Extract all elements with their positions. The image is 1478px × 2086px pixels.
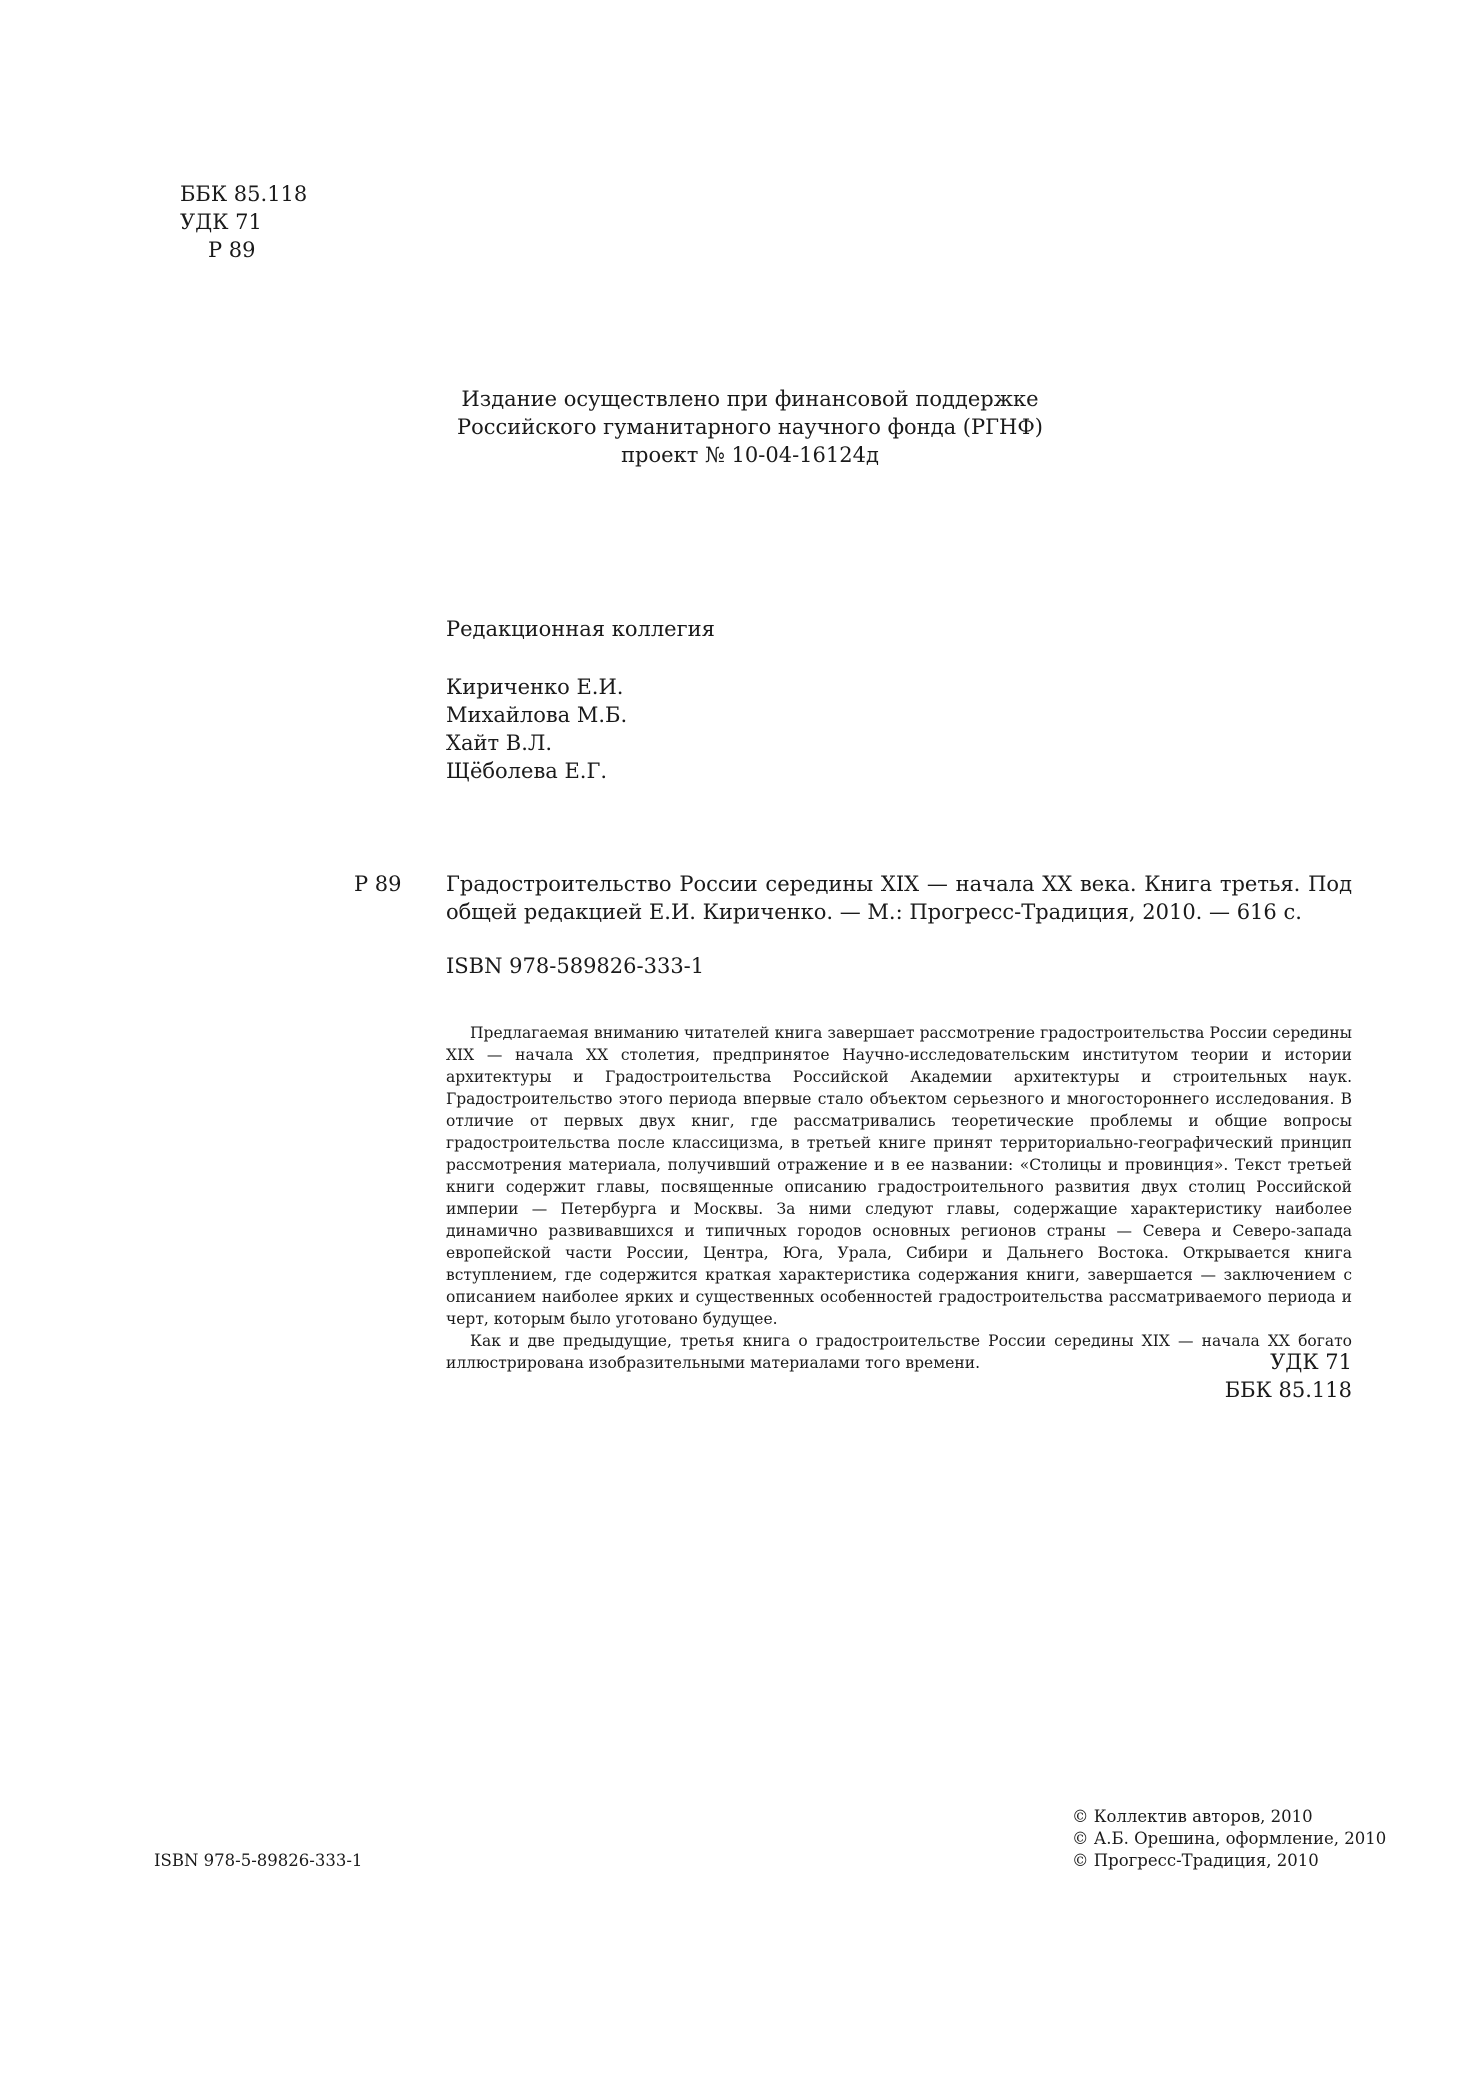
funding-line-2: Российского гуманитарного научного фонда (РГНФ): [457, 415, 1043, 439]
board-member: Кириченко Е.И.: [446, 675, 624, 699]
copyright-line-2: © А.Б. Орешина, оформление, 2010: [1072, 1829, 1387, 1848]
bibliographic-description: Градостроительство России середины XIX — начала XX века. Книга третья. Под общей редакцией Е.И. Кириченко. — М.: Прогресс-Традиция, 2010. — 616 с.: [446, 872, 1352, 924]
board-member: Михайлова М.Б.: [446, 703, 628, 727]
editorial-board: [446, 615, 715, 785]
board-member: Щёболева Е.Г.: [446, 759, 608, 783]
funding-line-1: Издание осуществлено при финансовой поддержке: [461, 387, 1039, 411]
annotation-paragraph-1: Предлагаемая вниманию читателей книга завершает рассмотрение градостроительства России середины XIX — начала XX столетия, предпринятое Научно-исследовательским институтом теории и истории архитектуры и Градостроительства Российской Академии архитектуры и строительных наук. Градостроительство этого периода впервые стало объектом серьезного и многостороннего исследования. В отличие от первых двух книг, где рассматривались теоретические проблемы и общие вопросы градостроительства после классицизма, в третьей книге принят территориально-географический принцип рассмотрения материала, получивший отражение и в ее названии: «Столицы и провинция». Текст третьей книги содержит главы, посвященные описанию градостроительного развития двух столиц Российской империи — Петербурга и Москвы. За ними следуют главы, содержащие характеристику наиболее динамично развивавшихся и типичных городов основных регионов страны — Севера и Северо-запада европейской части России, Центра, Юга, Урала, Сибири и Дальнего Востока. Открывается книга вступлением, где содержится краткая характеристика содержания книги, завершается — заключением с описанием наиболее ярких и существенных особенностей градостроительства рассматриваемого периода и черт, которым было уготовано будущее.: [446, 1024, 1352, 1328]
bibliographic-isbn: ISBN 978-589826-333-1: [446, 954, 705, 978]
classification-top-block: [180, 180, 307, 264]
copyright-block: [1072, 1806, 1386, 1872]
author-mark: Р 89: [208, 238, 256, 262]
classification-bottom-block: [1100, 1348, 1352, 1404]
annotation: [446, 1022, 1352, 1374]
funding-notice: [400, 385, 1100, 469]
bbk-code-bottom: ББК 85.118: [1224, 1378, 1352, 1402]
bibliographic-record: [354, 870, 1352, 980]
board-member: Хайт В.Л.: [446, 731, 553, 755]
copyright-line-1: © Коллектив авторов, 2010: [1072, 1807, 1313, 1826]
funding-line-3: проект № 10-04-16124д: [621, 443, 879, 467]
editorial-board-heading: Редакционная коллегия: [446, 617, 715, 641]
copyright-line-3: © Прогресс-Традиция, 2010: [1072, 1851, 1319, 1870]
isbn-footer: ISBN 978-5-89826-333-1: [154, 1851, 363, 1870]
udk-code: УДК 71: [180, 210, 262, 234]
bibliographic-code: Р 89: [354, 872, 402, 896]
udk-code-bottom: УДК 71: [1270, 1350, 1352, 1374]
bbk-code: ББК 85.118: [180, 182, 308, 206]
annotation-paragraph-2: Как и две предыдущие, третья книга о градостроительстве России середины XIX — начала XX богато иллюстрирована изобразительными материалами того времени.: [446, 1332, 1352, 1372]
